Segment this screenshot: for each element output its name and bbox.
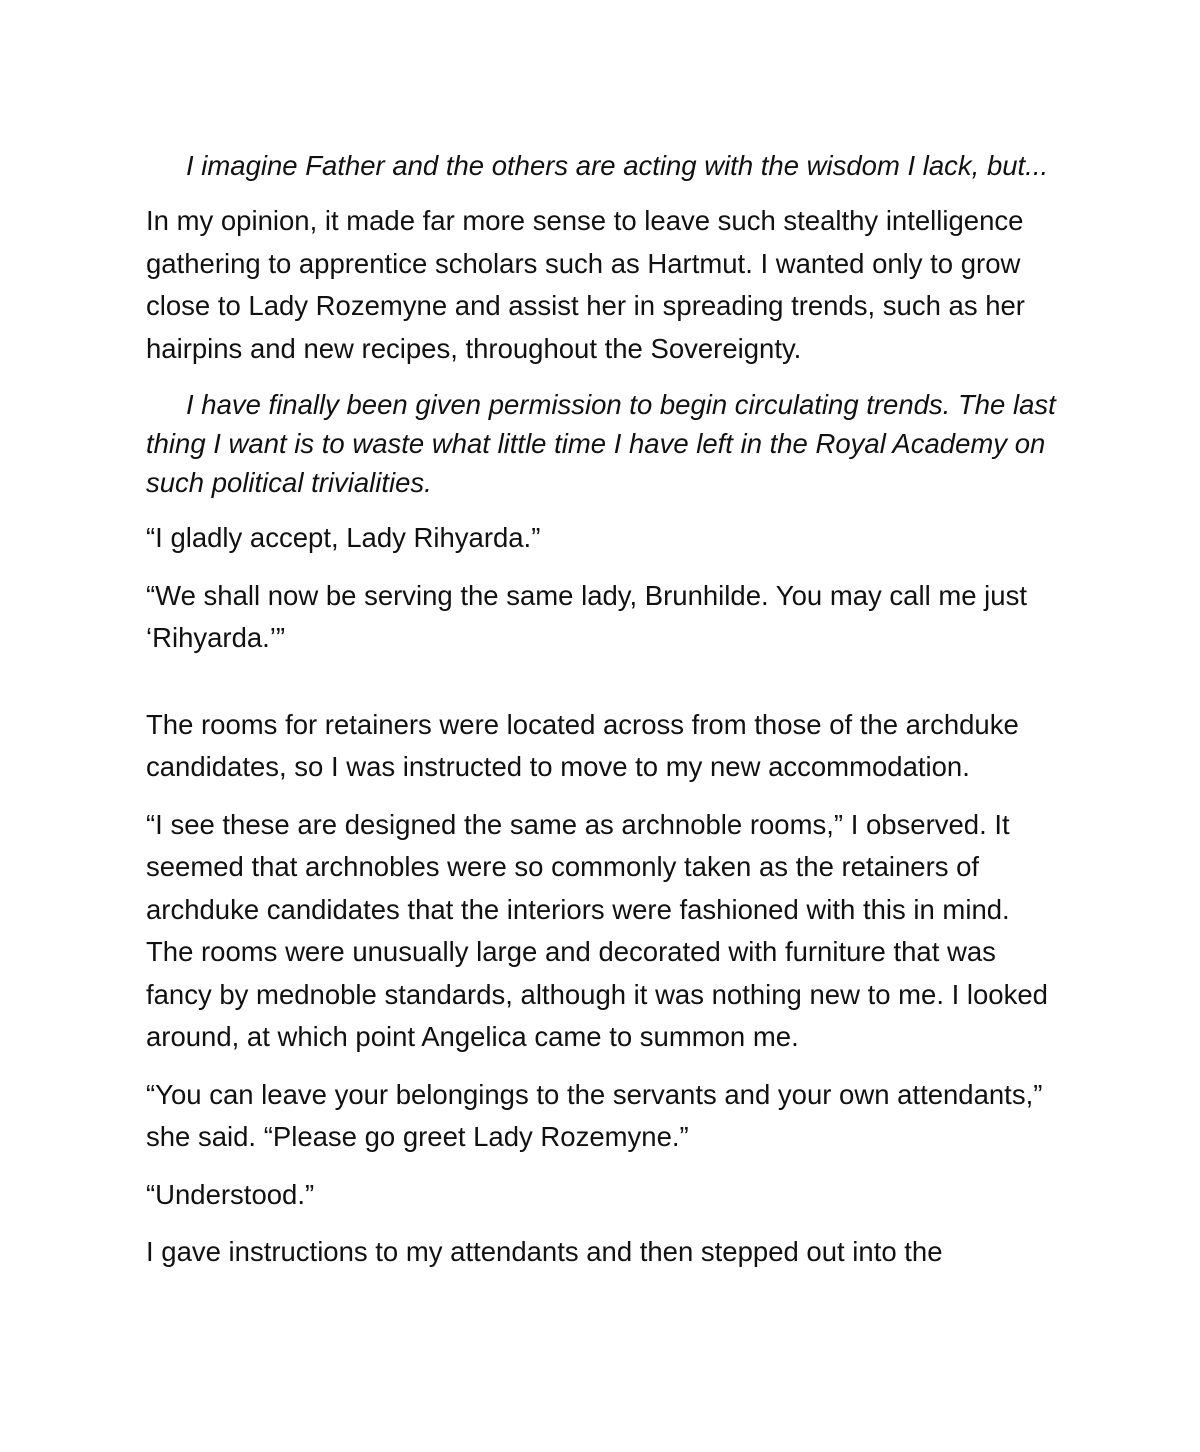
paragraph-dialogue-3: “You can leave your belongings to the servants and your own attendants,” she said. “Please go greet Lady Rozemyne.” [146, 1078, 1051, 1152]
paragraph-dialogue-1: “I gladly accept, Lady Rihyarda.” [146, 522, 541, 553]
paragraph-italic-thought-1: I imagine Father and the others are acting with the wisdom I lack, but... [186, 150, 1049, 181]
document-body [146, 146, 1064, 1289]
paragraph-dialogue-4: “Understood.” [146, 1178, 315, 1210]
paragraph-narration-2: The rooms for retainers were located across from those of the archduke candidates, so I was instructed to move to my new accommodation. [146, 708, 1027, 782]
paragraph-italic-thought-2: I have finally been given permission to begin circulating trends. The last thing I want is to waste what little time I have left in the Royal Academy on such political trivialities. [146, 389, 1064, 498]
paragraph-narration-1: In my opinion, it made far more sense to leave such stealthy intelligence gathering to apprentice scholars such as Hartmut. I wanted only to grow close to Lady Rozemyne and assist her in spreading trends, such as her hairpins and new recipes, throughout the Sovereignty. [146, 205, 1033, 364]
paragraph-dialogue-2: “We shall now be serving the same lady, Brunhilde. You may call me just ‘Rihyarda.’” [146, 579, 1035, 653]
paragraph-narration-4: I gave instructions to my attendants and then stepped out into the [146, 1236, 943, 1267]
paragraph-narration-3: “I see these are designed the same as archnoble rooms,” I observed. It seemed that archnobles were so commonly taken as the retainers of archduke candidates that the interiors were fashioned with this in mind. The rooms were unusually large and decorated with furniture that was fancy by mednoble standards, although it was nothing new to me. I looked around, at which point Angelica came to summon me. [146, 808, 1056, 1052]
